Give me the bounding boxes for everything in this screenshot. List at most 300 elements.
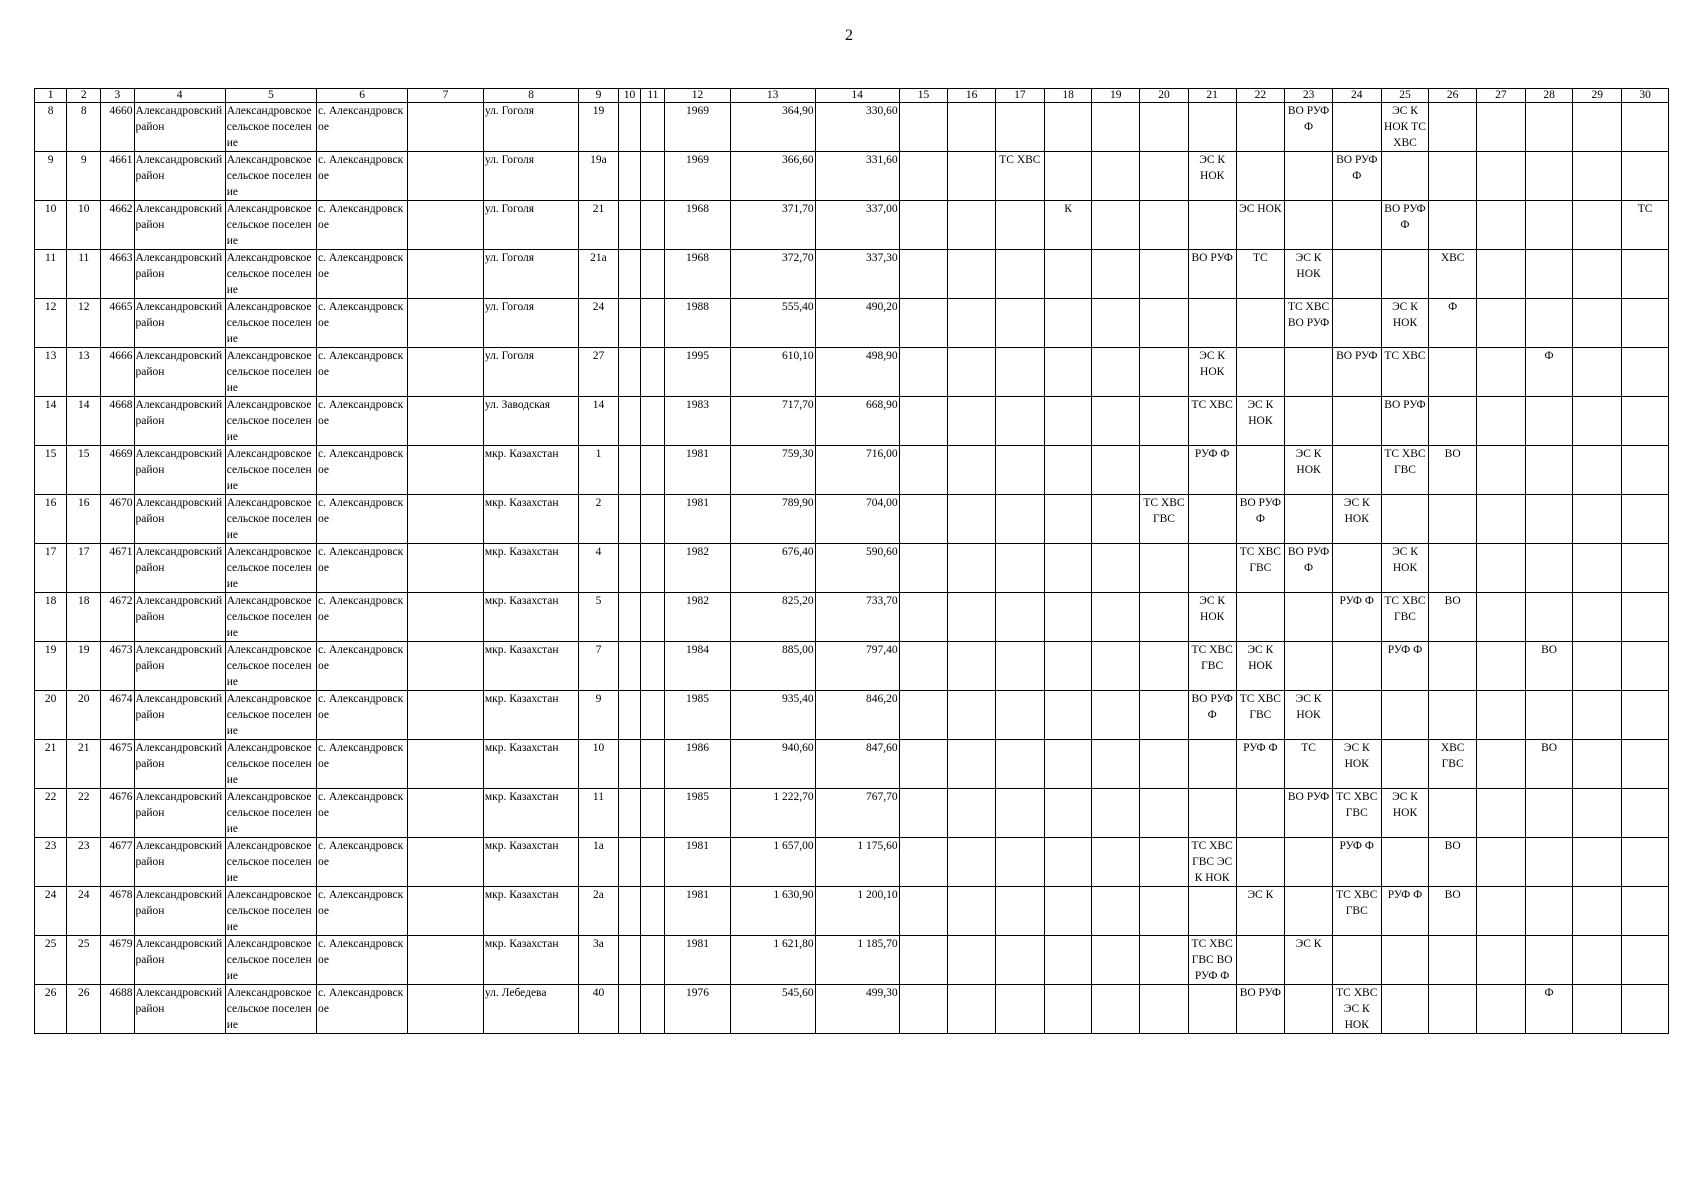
- table-cell: [408, 593, 484, 642]
- table-cell: [618, 985, 641, 1034]
- table-cell: Александровский район: [134, 789, 225, 838]
- page-number: 2: [845, 27, 853, 44]
- table-cell: Александровский район: [134, 348, 225, 397]
- table-cell: [641, 642, 665, 691]
- table-cell: [1573, 544, 1622, 593]
- table-cell: 1 630,90: [730, 887, 815, 936]
- column-header: 5: [225, 89, 316, 103]
- table-cell: [1044, 936, 1092, 985]
- table-cell: [1044, 299, 1092, 348]
- table-row: [35, 740, 1669, 789]
- table-cell: 26: [67, 985, 101, 1034]
- table-cell: 24: [67, 887, 101, 936]
- table-cell: 19а: [579, 152, 618, 201]
- table-cell: [618, 348, 641, 397]
- table-cell: [1622, 985, 1669, 1034]
- table-cell: РУФ Ф: [1381, 887, 1429, 936]
- table-cell: ВО: [1429, 593, 1477, 642]
- table-cell: [1429, 397, 1477, 446]
- table-cell: Александровское сельское поселение: [225, 593, 316, 642]
- table-cell: [1477, 299, 1526, 348]
- table-cell: 4688: [101, 985, 134, 1034]
- table-cell: 11: [67, 250, 101, 299]
- table-cell: Александровский район: [134, 201, 225, 250]
- table-cell: [408, 250, 484, 299]
- table-cell: РУФ Ф: [1332, 593, 1381, 642]
- table-cell: [1381, 740, 1429, 789]
- table-cell: [641, 103, 665, 152]
- table-cell: 8: [35, 103, 67, 152]
- column-header: 13: [730, 89, 815, 103]
- table-cell: [899, 103, 948, 152]
- table-cell: [1573, 691, 1622, 740]
- table-cell: [1477, 740, 1526, 789]
- table-cell: Александровское сельское поселение: [225, 789, 316, 838]
- table-cell: [996, 348, 1045, 397]
- table-cell: Александровское сельское поселение: [225, 838, 316, 887]
- table-cell: [1236, 103, 1285, 152]
- table-cell: [641, 985, 665, 1034]
- table-cell: [1044, 250, 1092, 299]
- table-cell: [618, 887, 641, 936]
- table-cell: 16: [67, 495, 101, 544]
- table-cell: [1092, 593, 1140, 642]
- column-header: 28: [1525, 89, 1573, 103]
- table-cell: [1525, 691, 1573, 740]
- table-cell: ЭС К НОК: [1188, 593, 1236, 642]
- table-cell: [618, 642, 641, 691]
- table-cell: ЭС К НОК: [1285, 250, 1333, 299]
- table-cell: [996, 593, 1045, 642]
- table-cell: [899, 446, 948, 495]
- table-cell: [1477, 348, 1526, 397]
- table-cell: [996, 299, 1045, 348]
- table-cell: [641, 348, 665, 397]
- table-cell: с. Александровское: [316, 152, 407, 201]
- table-cell: [1622, 740, 1669, 789]
- table-cell: 590,60: [815, 544, 899, 593]
- table-cell: [899, 348, 948, 397]
- table-cell: 7: [579, 642, 618, 691]
- table-cell: [1044, 691, 1092, 740]
- table-cell: [641, 740, 665, 789]
- table-cell: с. Александровское: [316, 397, 407, 446]
- table-cell: [641, 936, 665, 985]
- table-cell: 25: [35, 936, 67, 985]
- table-cell: ЭС К НОК: [1285, 446, 1333, 495]
- table-cell: [1188, 740, 1236, 789]
- table-cell: [996, 544, 1045, 593]
- table-cell: 9: [35, 152, 67, 201]
- table-cell: ТС ХВС: [1381, 348, 1429, 397]
- table-cell: [1188, 495, 1236, 544]
- table-cell: [408, 985, 484, 1034]
- table-cell: 935,40: [730, 691, 815, 740]
- table-cell: [948, 299, 996, 348]
- table-cell: [408, 789, 484, 838]
- table-cell: [408, 446, 484, 495]
- table-cell: [1477, 642, 1526, 691]
- table-cell: 4676: [101, 789, 134, 838]
- table-cell: 21: [579, 201, 618, 250]
- table-cell: [1236, 299, 1285, 348]
- table-row: [35, 936, 1669, 985]
- table-cell: [1140, 201, 1189, 250]
- table-cell: [948, 936, 996, 985]
- table-row: [35, 103, 1669, 152]
- table-cell: [1188, 789, 1236, 838]
- table-cell: [948, 103, 996, 152]
- table-cell: с. Александровское: [316, 446, 407, 495]
- table-cell: [1092, 887, 1140, 936]
- table-cell: [408, 299, 484, 348]
- table-cell: [1285, 642, 1333, 691]
- table-cell: 19: [67, 642, 101, 691]
- table-cell: [1188, 985, 1236, 1034]
- table-cell: ЭС К НОК: [1236, 642, 1285, 691]
- table-cell: [1092, 348, 1140, 397]
- table-cell: Александровское сельское поселение: [225, 201, 316, 250]
- table-cell: 4662: [101, 201, 134, 250]
- table-cell: Александровское сельское поселение: [225, 985, 316, 1034]
- table-cell: 24: [35, 887, 67, 936]
- table-cell: ХВС ГВС: [1429, 740, 1477, 789]
- table-cell: [1332, 299, 1381, 348]
- column-header: 17: [996, 89, 1045, 103]
- table-cell: 4678: [101, 887, 134, 936]
- table-cell: [408, 201, 484, 250]
- table-cell: РУФ Ф: [1188, 446, 1236, 495]
- column-header: 18: [1044, 89, 1092, 103]
- table-cell: Александровское сельское поселение: [225, 887, 316, 936]
- table-cell: [1236, 348, 1285, 397]
- table-cell: ВО РУФ Ф: [1285, 544, 1333, 593]
- table-cell: ВО РУФ: [1285, 789, 1333, 838]
- table-cell: 371,70: [730, 201, 815, 250]
- column-header: 20: [1140, 89, 1189, 103]
- table-cell: 20: [35, 691, 67, 740]
- table-cell: [1622, 250, 1669, 299]
- table-cell: с. Александровское: [316, 985, 407, 1034]
- table-cell: [1573, 103, 1622, 152]
- table-cell: 4670: [101, 495, 134, 544]
- table-row: [35, 887, 1669, 936]
- table-cell: 545,60: [730, 985, 815, 1034]
- table-cell: [899, 691, 948, 740]
- table-cell: с. Александровское: [316, 201, 407, 250]
- table-cell: [1381, 691, 1429, 740]
- table-cell: [1140, 152, 1189, 201]
- table-cell: Александровский район: [134, 691, 225, 740]
- table-cell: ТС: [1285, 740, 1333, 789]
- table-cell: [948, 740, 996, 789]
- table-cell: РУФ Ф: [1236, 740, 1285, 789]
- table-cell: [1236, 152, 1285, 201]
- table-cell: 1 200,10: [815, 887, 899, 936]
- table-cell: 15: [35, 446, 67, 495]
- table-cell: Александровское сельское поселение: [225, 544, 316, 593]
- table-cell: [641, 201, 665, 250]
- table-cell: Александровский район: [134, 152, 225, 201]
- table-cell: с. Александровское: [316, 691, 407, 740]
- table-cell: 19: [35, 642, 67, 691]
- table-cell: [1573, 789, 1622, 838]
- table-cell: [618, 936, 641, 985]
- table-cell: 331,60: [815, 152, 899, 201]
- table-cell: [1525, 544, 1573, 593]
- table-cell: [1429, 495, 1477, 544]
- table-cell: 4675: [101, 740, 134, 789]
- table-cell: [1573, 250, 1622, 299]
- table-cell: Александровский район: [134, 250, 225, 299]
- table-cell: 940,60: [730, 740, 815, 789]
- table-cell: [1140, 348, 1189, 397]
- table-cell: 704,00: [815, 495, 899, 544]
- table-cell: [1188, 103, 1236, 152]
- column-header: 14: [815, 89, 899, 103]
- table-cell: [618, 544, 641, 593]
- table-cell: [1622, 446, 1669, 495]
- table-cell: 4666: [101, 348, 134, 397]
- table-cell: Ф: [1525, 985, 1573, 1034]
- table-cell: [1092, 103, 1140, 152]
- table-cell: [1140, 936, 1189, 985]
- table-cell: [1140, 103, 1189, 152]
- table-cell: 2а: [579, 887, 618, 936]
- table-cell: 21: [67, 740, 101, 789]
- table-cell: ул. Лебедева: [483, 985, 578, 1034]
- table-cell: [1285, 887, 1333, 936]
- table-cell: ТС: [1236, 250, 1285, 299]
- table-cell: [1429, 642, 1477, 691]
- table-cell: [948, 397, 996, 446]
- table-cell: с. Александровское: [316, 838, 407, 887]
- table-cell: [1044, 789, 1092, 838]
- table-cell: 40: [579, 985, 618, 1034]
- column-header: 30: [1622, 89, 1669, 103]
- column-header: 29: [1573, 89, 1622, 103]
- column-header: 23: [1285, 89, 1333, 103]
- table-cell: [1285, 397, 1333, 446]
- table-cell: с. Александровское: [316, 348, 407, 397]
- table-cell: [1525, 299, 1573, 348]
- table-cell: мкр. Казахстан: [483, 838, 578, 887]
- column-header: 27: [1477, 89, 1526, 103]
- table-cell: 1982: [665, 544, 730, 593]
- table-cell: [1285, 495, 1333, 544]
- table-cell: [641, 299, 665, 348]
- table-cell: 733,70: [815, 593, 899, 642]
- table-cell: [1332, 936, 1381, 985]
- column-header: 10: [618, 89, 641, 103]
- table-cell: [1477, 789, 1526, 838]
- table-cell: [1140, 397, 1189, 446]
- table-cell: [1477, 544, 1526, 593]
- table-cell: [1573, 985, 1622, 1034]
- table-cell: [1381, 985, 1429, 1034]
- table-cell: 372,70: [730, 250, 815, 299]
- table-cell: 4661: [101, 152, 134, 201]
- table-cell: [1622, 789, 1669, 838]
- table-cell: [1044, 348, 1092, 397]
- table-cell: [1044, 985, 1092, 1034]
- table-cell: [1285, 593, 1333, 642]
- table-cell: 9: [579, 691, 618, 740]
- table-cell: [408, 936, 484, 985]
- table-cell: [1092, 397, 1140, 446]
- table-cell: 337,00: [815, 201, 899, 250]
- table-cell: 23: [67, 838, 101, 887]
- table-cell: [1092, 299, 1140, 348]
- table-cell: [899, 642, 948, 691]
- table-cell: [1188, 887, 1236, 936]
- table-cell: 27: [579, 348, 618, 397]
- table-cell: [408, 397, 484, 446]
- table-cell: [408, 544, 484, 593]
- table-cell: Александровское сельское поселение: [225, 691, 316, 740]
- table-cell: с. Александровское: [316, 789, 407, 838]
- column-header: 26: [1429, 89, 1477, 103]
- table-cell: [1573, 593, 1622, 642]
- column-header: 24: [1332, 89, 1381, 103]
- table-cell: 4668: [101, 397, 134, 446]
- table-cell: [1573, 348, 1622, 397]
- table-row: [35, 446, 1669, 495]
- table-row: [35, 299, 1669, 348]
- table-cell: 4671: [101, 544, 134, 593]
- table-cell: с. Александровское: [316, 544, 407, 593]
- table-cell: [1092, 838, 1140, 887]
- table-cell: ЭС К: [1236, 887, 1285, 936]
- table-cell: [1092, 985, 1140, 1034]
- table-cell: [899, 887, 948, 936]
- column-header: 11: [641, 89, 665, 103]
- table-cell: 1а: [579, 838, 618, 887]
- table-cell: 1 621,80: [730, 936, 815, 985]
- table-cell: [1188, 201, 1236, 250]
- table-cell: [408, 495, 484, 544]
- table-cell: [641, 593, 665, 642]
- table-cell: 14: [579, 397, 618, 446]
- table-cell: Александровский район: [134, 397, 225, 446]
- table-cell: 4673: [101, 642, 134, 691]
- table-cell: 716,00: [815, 446, 899, 495]
- table-cell: ВО РУФ: [1236, 985, 1285, 1034]
- header-row: [35, 89, 1669, 103]
- table-cell: 24: [579, 299, 618, 348]
- table-cell: 1981: [665, 887, 730, 936]
- table-cell: [948, 642, 996, 691]
- table-cell: [948, 495, 996, 544]
- table-cell: [1622, 544, 1669, 593]
- table-cell: Александровское сельское поселение: [225, 446, 316, 495]
- table-cell: [1525, 838, 1573, 887]
- table-row: [35, 593, 1669, 642]
- table-cell: [1622, 838, 1669, 887]
- table-cell: [641, 250, 665, 299]
- table-cell: 9: [67, 152, 101, 201]
- table-cell: Александровский район: [134, 593, 225, 642]
- column-header: 16: [948, 89, 996, 103]
- table-cell: 1 222,70: [730, 789, 815, 838]
- table-cell: [408, 740, 484, 789]
- table-cell: [1429, 936, 1477, 985]
- table-cell: [1044, 642, 1092, 691]
- table-cell: 1981: [665, 936, 730, 985]
- table-cell: [1381, 152, 1429, 201]
- table-cell: [408, 642, 484, 691]
- table-cell: 14: [35, 397, 67, 446]
- table-cell: [1573, 201, 1622, 250]
- table-cell: [1140, 642, 1189, 691]
- table-cell: 4: [579, 544, 618, 593]
- table-cell: мкр. Казахстан: [483, 936, 578, 985]
- table-cell: [996, 936, 1045, 985]
- table-cell: с. Александровское: [316, 887, 407, 936]
- column-header: 7: [408, 89, 484, 103]
- table-cell: ТС ХВС: [996, 152, 1045, 201]
- table-cell: 1 185,70: [815, 936, 899, 985]
- table-cell: Александровский район: [134, 299, 225, 348]
- table-cell: 4660: [101, 103, 134, 152]
- table-cell: 1982: [665, 593, 730, 642]
- table-cell: [1236, 446, 1285, 495]
- table-cell: ТС ХВС ГВС: [1381, 593, 1429, 642]
- table-cell: 13: [35, 348, 67, 397]
- table-cell: [899, 250, 948, 299]
- table-cell: [1140, 740, 1189, 789]
- table-cell: 499,30: [815, 985, 899, 1034]
- table-cell: [1044, 397, 1092, 446]
- table-cell: [1044, 593, 1092, 642]
- table-cell: 22: [67, 789, 101, 838]
- table-cell: 4679: [101, 936, 134, 985]
- table-cell: 759,30: [730, 446, 815, 495]
- table-cell: 10: [67, 201, 101, 250]
- column-header: 19: [1092, 89, 1140, 103]
- table-cell: [1429, 544, 1477, 593]
- table-cell: [1092, 642, 1140, 691]
- table-cell: 1981: [665, 495, 730, 544]
- table-cell: [948, 691, 996, 740]
- table-cell: 4669: [101, 446, 134, 495]
- column-header: 15: [899, 89, 948, 103]
- table-cell: [948, 348, 996, 397]
- table-cell: с. Александровское: [316, 299, 407, 348]
- table-cell: ВО РУФ Ф: [1188, 691, 1236, 740]
- table-cell: ЭС К НОК: [1381, 789, 1429, 838]
- table-cell: Александровский район: [134, 103, 225, 152]
- table-cell: [408, 887, 484, 936]
- table-cell: 797,40: [815, 642, 899, 691]
- table-cell: [1477, 201, 1526, 250]
- table-cell: [1477, 936, 1526, 985]
- table-cell: 10: [579, 740, 618, 789]
- table-cell: 15: [67, 446, 101, 495]
- table-cell: [996, 495, 1045, 544]
- table-cell: 1981: [665, 838, 730, 887]
- table-cell: [1477, 250, 1526, 299]
- table-cell: ЭС НОК: [1236, 201, 1285, 250]
- table-cell: [1477, 446, 1526, 495]
- table-cell: [1477, 103, 1526, 152]
- table-cell: ВО РУФ Ф: [1236, 495, 1285, 544]
- table-cell: [1188, 544, 1236, 593]
- table-cell: [1525, 152, 1573, 201]
- table-cell: [1140, 691, 1189, 740]
- table-cell: Александровское сельское поселение: [225, 740, 316, 789]
- column-header: 21: [1188, 89, 1236, 103]
